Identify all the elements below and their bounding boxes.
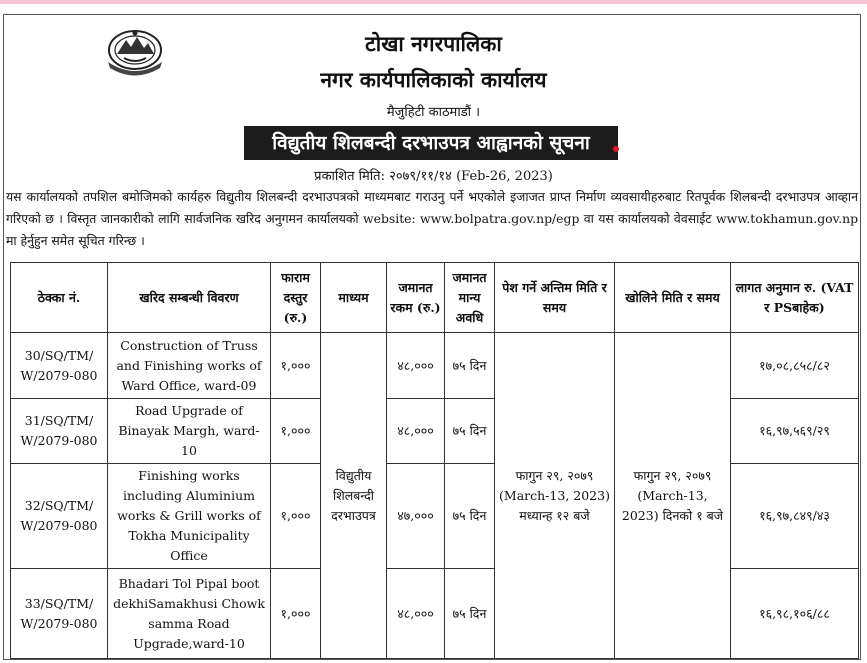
header-contract-no: ठेक्का नं. (11, 263, 108, 333)
table-row (11, 569, 859, 659)
cell-description: Construction of Truss and Finishing works of Ward Office, ward-09 (108, 333, 271, 399)
cell-estimate: १७,०८,८५८/८२ (731, 333, 859, 399)
header-opening: खोलिने मिति र समय (615, 263, 731, 333)
header-bid-security: जमानत रकम (रु.) (387, 263, 445, 333)
top-accent-line (0, 0, 867, 4)
cell-contract-no: 30/SQ/TM/ W/2079-080 (11, 333, 108, 399)
cell-description: Bhadari Tol Pipal boot dekhiSamakhusi Chowk samma Road Upgrade,ward-10 (108, 569, 271, 659)
cell-form-fee: १,००० (271, 399, 321, 464)
red-dot-mark (613, 146, 619, 152)
cell-validity: ७५ दिन (445, 464, 495, 569)
office-address: मैजुहिटी काठमाडौं । (386, 105, 481, 120)
table-row (11, 333, 859, 399)
notice-body-text: यस कार्यालयको तपशिल बमोजिमको कार्यहरु विद्युतीय शिलबन्दी दरभाउपत्रको माध्यमबाट गराउनु पर्ने भएकोले इजाजत प्राप्त निर्माण व्यवसायीहरुबाट रितपूर्वक शिलबन्दी दरभाउपत्र आव्हान गरिएको छ । विस्तृत जानकारीको लागि सार्वजनिक खरिद अनुगमन कार्यालयको website: www.bolpatra.gov.np/egp वा यस कार्यालयको वेवसाईट www.tokhamun.gov.np मा हेर्नुहुन समेत सूचित गरिन्छ । (6, 189, 858, 248)
header-submission: पेश गर्ने अन्तिम मिति र समय (495, 263, 615, 333)
cell-estimate: १६,९७,८४९/४३ (731, 464, 859, 569)
header-validity: जमानत मान्य अवधि (445, 263, 495, 333)
cell-validity: ७५ दिन (445, 333, 495, 399)
cell-bid-security: ४८,००० (387, 333, 445, 399)
cell-bid-security: ४८,००० (387, 399, 445, 464)
cell-contract-no: 33/SQ/TM/ W/2079-080 (11, 569, 108, 659)
cell-form-fee: १,००० (271, 464, 321, 569)
cell-form-fee: १,००० (271, 569, 321, 659)
notice-title: विद्युतीय शिलबन्दी दरभाउपत्र आह्वानको सूचना (244, 126, 618, 160)
cell-submission: फागुन २९, २०७९ (March-13, 2023) मध्यान्ह १२ बजे (495, 333, 615, 659)
published-date: प्रकाशित मिति: २०७९/११/१४ (Feb-26, 2023) (314, 169, 553, 184)
header-form-fee: फाराम दस्तुर (रु.) (271, 263, 321, 333)
table-row (11, 464, 859, 569)
header-estimate: लागत अनुमान रु. (VAT र PSबाहेक) (731, 263, 859, 333)
table-header-row (11, 263, 859, 333)
cell-description: Road Upgrade of Binayak Margh, ward-10 (108, 399, 271, 464)
header-medium: माध्यम (321, 263, 387, 333)
table-row (11, 399, 859, 464)
cell-contract-no: 31/SQ/TM/ W/2079-080 (11, 399, 108, 464)
cell-validity: ७५ दिन (445, 569, 495, 659)
cell-opening: फागुन २९, २०७९ (March-13, 2023) दिनको १ बजे (615, 333, 731, 659)
cell-validity: ७५ दिन (445, 399, 495, 464)
cell-contract-no: 32/SQ/TM/ W/2079-080 (11, 464, 108, 569)
office-name: नगर कार्यपालिकाको कार्यालय (320, 67, 547, 92)
header-description: खरिद सम्बन्धी विवरण (108, 263, 271, 333)
cell-estimate: १६,९८,१०६/८८ (731, 569, 859, 659)
cell-description: Finishing works including Aluminium works & Grill works of Tokha Municipality Office (108, 464, 271, 569)
cell-bid-security: ४८,००० (387, 569, 445, 659)
tender-table (10, 262, 859, 659)
municipality-name: टोखा नगरपालिका (365, 31, 502, 56)
cell-bid-security: ४७,००० (387, 464, 445, 569)
cell-estimate: १६,९७,५६९/२९ (731, 399, 859, 464)
cell-medium: विद्युतीय शिलबन्दी दरभाउपत्र (321, 333, 387, 659)
cell-form-fee: १,००० (271, 333, 321, 399)
